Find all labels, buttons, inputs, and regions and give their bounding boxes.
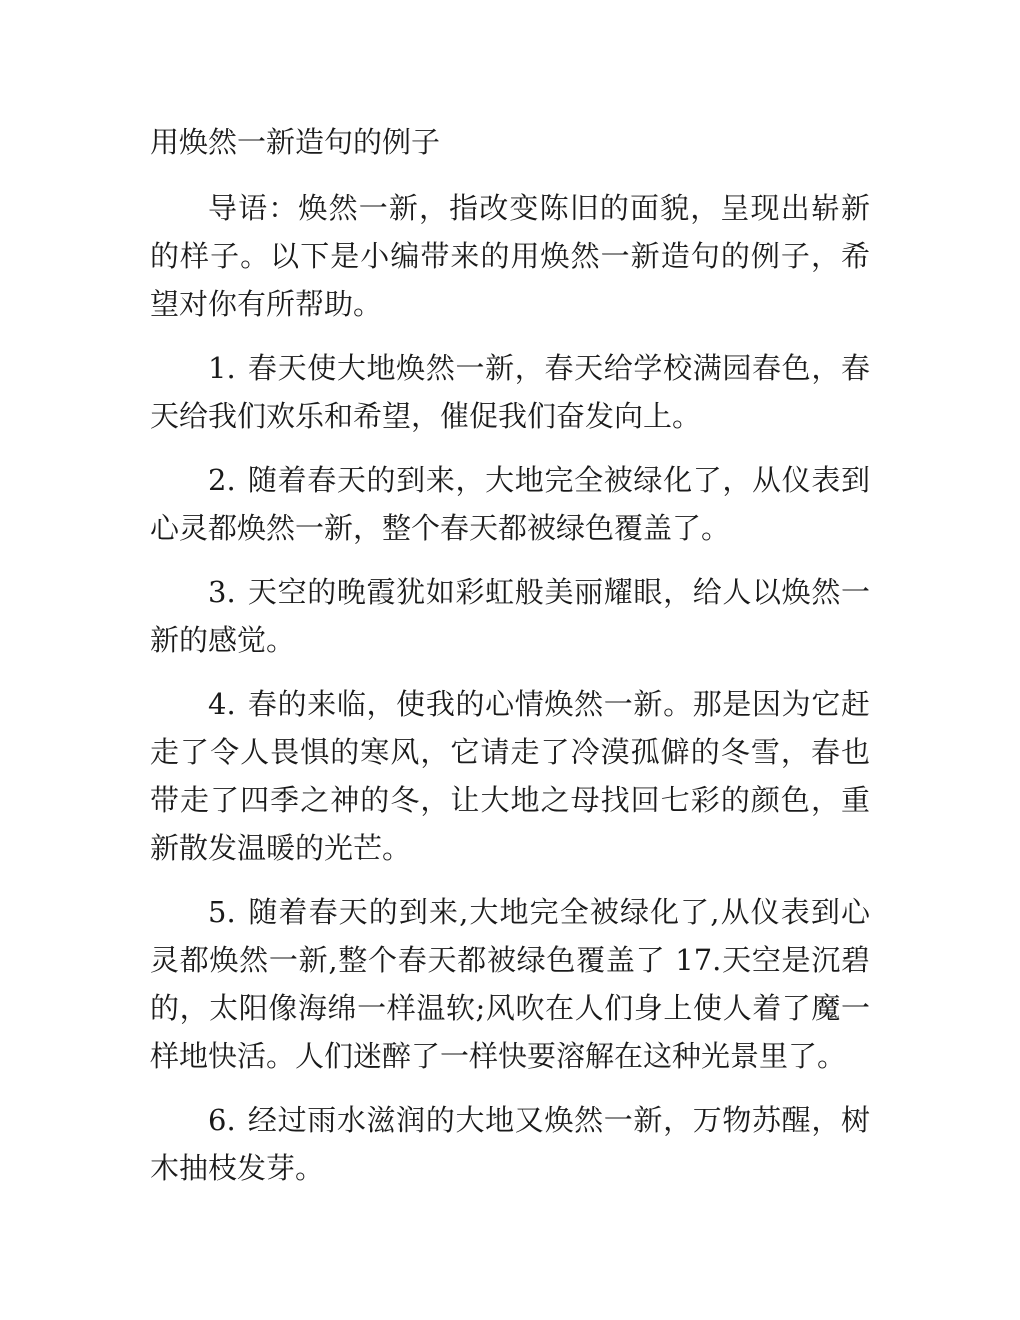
- example-item-2: [150, 456, 870, 552]
- item-text: 春天使大地焕然一新，春天给学校满园春色，春天给我们欢乐和希望，催促我们奋发向上。: [150, 351, 870, 433]
- example-item-6: [150, 1096, 870, 1192]
- item-number: 2.: [208, 463, 236, 497]
- item-number: 4.: [208, 687, 236, 721]
- item-text: 天空的晚霞犹如彩虹般美丽耀眼，给人以焕然一新的感觉。: [150, 575, 870, 657]
- item-number: 1.: [208, 351, 236, 385]
- item-number: 6.: [208, 1103, 236, 1137]
- example-item-1: [150, 344, 870, 440]
- document-title: 用焕然一新造句的例子: [150, 125, 441, 159]
- item-number: 3.: [208, 575, 236, 609]
- intro-paragraph: 导语：焕然一新，指改变陈旧的面貌，呈现出崭新的样子。以下是小编带来的用焕然一新造句的例子，希望对你有所帮助。: [150, 191, 870, 321]
- example-item-5: [150, 888, 870, 1080]
- item-text: 经过雨水滋润的大地又焕然一新，万物苏醒，树木抽枝发芽。: [150, 1103, 870, 1185]
- item-text: 春的来临，使我的心情焕然一新。那是因为它赶走了令人畏惧的寒风，它请走了冷漠孤僻的冬雪，春也带走了四季之神的冬，让大地之母找回七彩的颜色，重新散发温暖的光芒。: [150, 687, 870, 865]
- example-item-4: [150, 680, 870, 872]
- example-item-3: [150, 568, 870, 664]
- item-number: 5.: [208, 895, 236, 929]
- item-text: 随着春天的到来,大地完全被绿化了,从仪表到心灵都焕然一新,整个春天都被绿色覆盖了 17.天空是沉碧的，太阳像海绵一样温软;风吹在人们身上使人着了魔一样地快活。人们迷醉了一样快要溶解在这种光景里了。: [150, 895, 870, 1073]
- document-body: [150, 118, 870, 1208]
- item-text: 随着春天的到来，大地完全被绿化了，从仪表到心灵都焕然一新，整个春天都被绿色覆盖了。: [150, 463, 870, 545]
